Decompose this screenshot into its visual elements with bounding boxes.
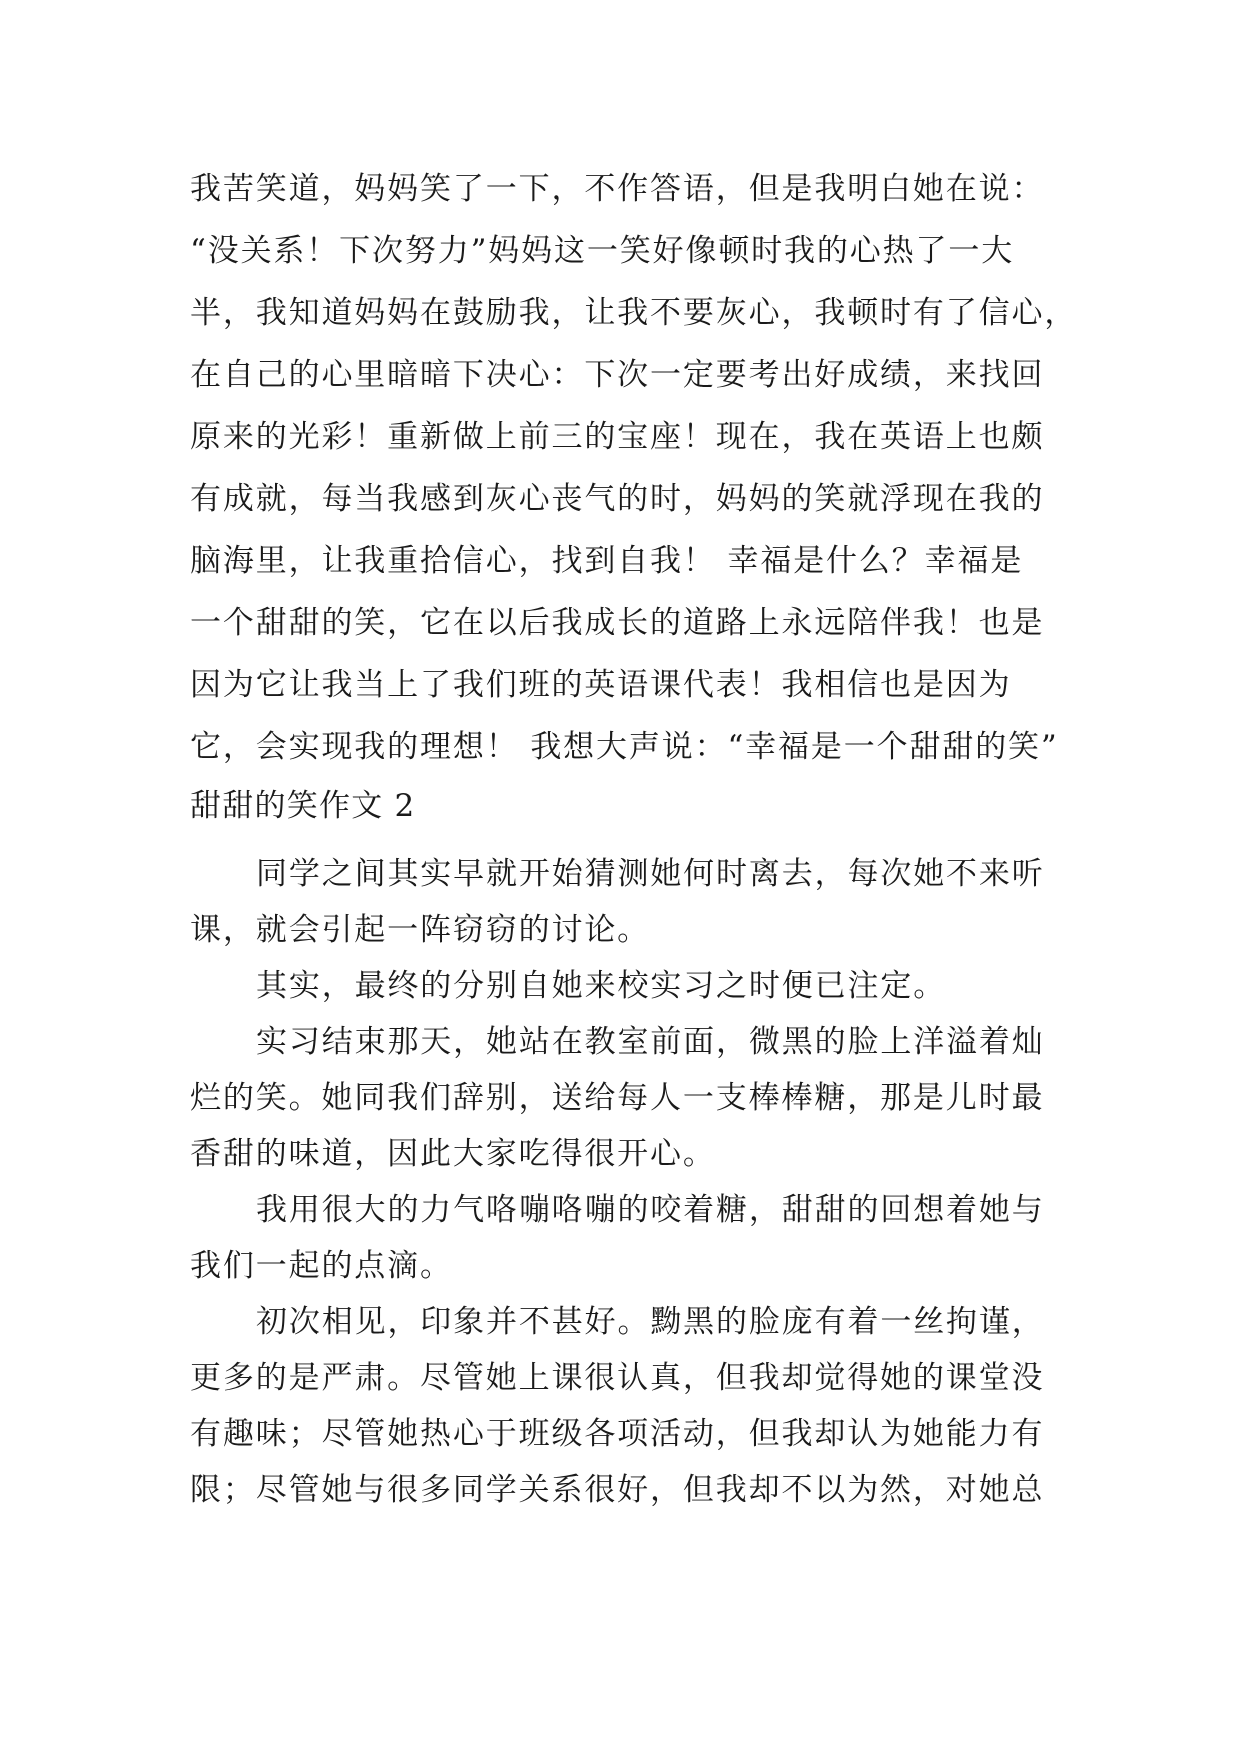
text-line: 在自己的心里暗暗下决心：下次一定要考出好成绩，来找回 [190, 357, 1045, 393]
essay-heading: 甜甜的笑作文 2 [190, 788, 416, 824]
text-line: 限；尽管她与很多同学关系很好，但我却不以为然，对她总 [190, 1472, 1045, 1508]
text-line: 我苦笑道，妈妈笑了一下，不作答语，但是我明白她在说： [190, 171, 1045, 207]
text-line: 实习结束那天，她站在教室前面，微黑的脸上洋溢着灿 [256, 1024, 1045, 1060]
text-line: 脑海里，让我重拾信心，找到自我！ 幸福是什么？幸福是 [190, 543, 1024, 579]
text-line: 烂的笑。她同我们辞别，送给每人一支棒棒糖，那是儿时最 [190, 1080, 1045, 1116]
text-line: 同学之间其实早就开始猜测她何时离去，每次她不来听 [256, 856, 1045, 892]
text-line: 我用很大的力气咯嘣咯嘣的咬着糖，甜甜的回想着她与 [256, 1192, 1045, 1228]
text-line: 一个甜甜的笑，它在以后我成长的道路上永远陪伴我！也是 [190, 605, 1045, 641]
text-line: 有成就，每当我感到灰心丧气的时，妈妈的笑就浮现在我的 [190, 481, 1045, 517]
text-line: “没关系！下次努力”妈妈这一笑好像顿时我的心热了一大 [190, 233, 1015, 269]
text-line: 香甜的味道，因此大家吃得很开心。 [190, 1136, 716, 1172]
text-line: 我们一起的点滴。 [190, 1248, 453, 1284]
text-line: 它，会实现我的理想！ 我想大声说：“幸福是一个甜甜的笑” [190, 729, 1059, 765]
essay-part-2 [190, 846, 1050, 1518]
text-line: 课，就会引起一阵窃窃的讨论。 [190, 912, 651, 948]
text-line: 因为它让我当上了我们班的英语课代表！我相信也是因为 [190, 667, 1012, 703]
essay-part-1 [190, 158, 1078, 778]
text-line: 有趣味；尽管她热心于班级各项活动，但我却认为她能力有 [190, 1416, 1045, 1452]
text-line: 原来的光彩！重新做上前三的宝座！现在，我在英语上也颇 [190, 419, 1045, 455]
text-line: 其实，最终的分别自她来校实习之时便已注定。 [256, 968, 947, 1004]
text-line: 半，我知道妈妈在鼓励我，让我不要灰心，我顿时有了信心， [190, 295, 1078, 331]
text-line: 初次相见，印象并不甚好。黝黑的脸庞有着一丝拘谨， [256, 1304, 1045, 1340]
text-line: 更多的是严肃。尽管她上课很认真，但我却觉得她的课堂没 [190, 1360, 1045, 1396]
